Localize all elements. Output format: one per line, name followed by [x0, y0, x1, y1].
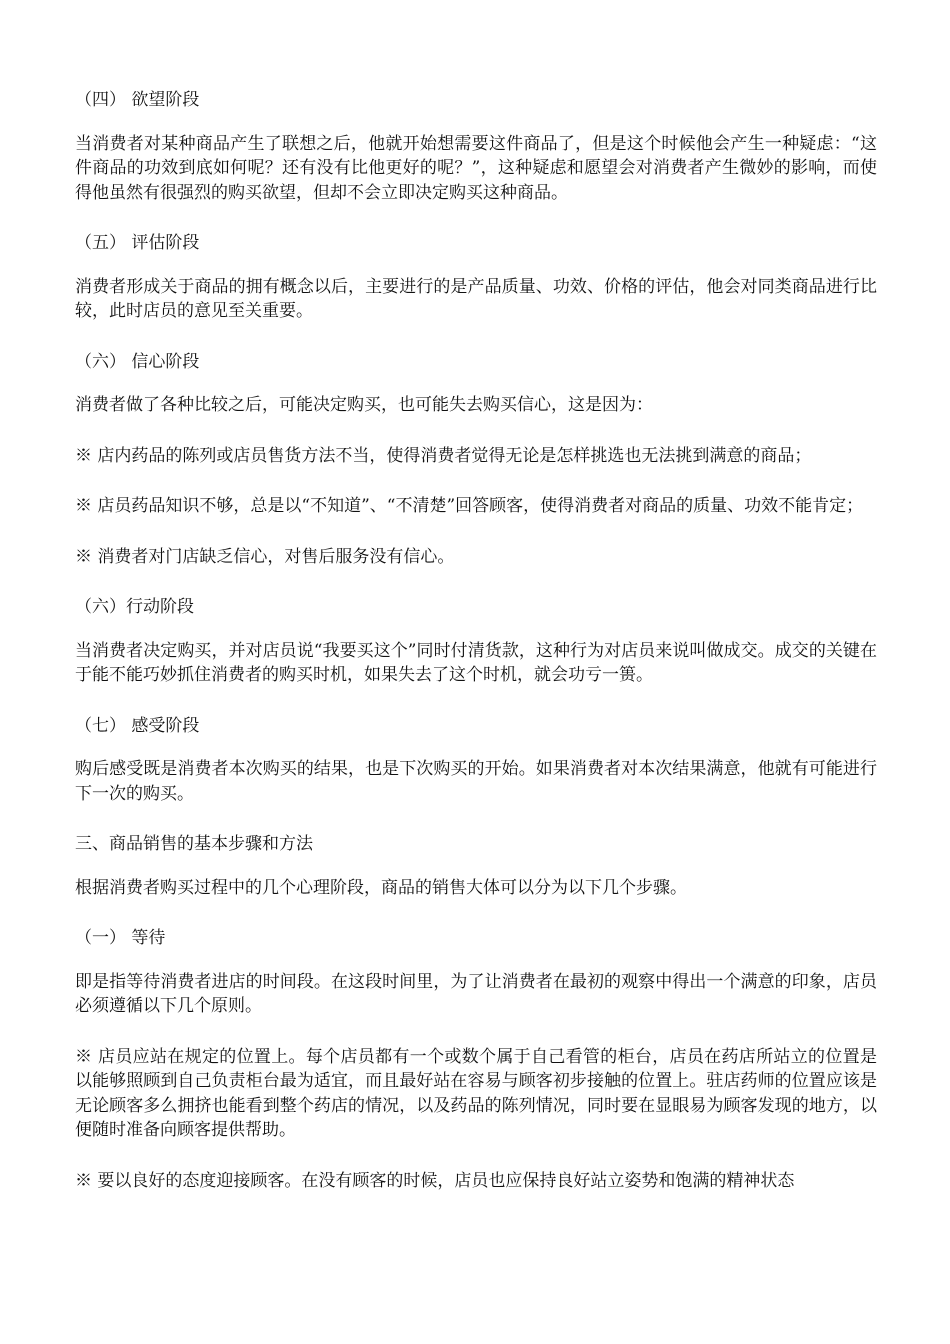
para-feeling-stage: 购后感受既是消费者本次购买的结果，也是下次购买的开始。如果消费者对本次结果满意，他就有可能进行下一次的购买。 [75, 759, 877, 804]
document-page [75, 88, 877, 1193]
para-principle-position: ※ 店员应站在规定的位置上。每个店员都有一个或数个属于自己看管的柜台，店员在药店所站立的位置是以能够照顾到自己负责柜台最为适宜，而且最好站在容易与顾客初步接触的位置上。驻店药师的位置应该是无论顾客多么拥挤也能看到整个药店的情况，以及药品的陈列情况，同时要在显眼易为顾客发现的地方，以便随时准备向顾客提供帮助。 [75, 1046, 877, 1140]
heading-waiting: （一） 等待 [75, 928, 166, 948]
para-section-three-intro: 根据消费者购买过程中的几个心理阶段，商品的销售大体可以分为以下几个步骤。 [75, 877, 687, 898]
heading-section-three: 三、商品销售的基本步骤和方法 [75, 834, 313, 854]
para-principle-attitude: ※ 要以良好的态度迎接顾客。在没有顾客的时候，店员也应保持良好站立姿势和饱满的精神状态 [75, 1170, 795, 1191]
heading-evaluation-stage: （五） 评估阶段 [75, 233, 200, 253]
para-desire-stage: 当消费者对某种商品产生了联想之后，他就开始想需要这件商品了，但是这个时候他会产生一种疑虑：“这件商品的功效到底如何呢？还有没有比他更好的呢？”，这种疑虑和愿望会对消费者产生微妙的影响，而使得他虽然有很强烈的购买欲望，但却不会立即决定购买这种商品。 [75, 133, 877, 203]
para-waiting: 即是指等待消费者进店的时间段。在这段时间里，为了让消费者在最初的观察中得出一个满意的印象，店员必须遵循以下几个原则。 [75, 971, 877, 1016]
para-action-stage: 当消费者决定购买，并对店员说“我要买这个”同时付清货款，这种行为对店员来说叫做成交。成交的关键在于能不能巧妙抓住消费者的购买时机，如果失去了这个时机，就会功亏一篑。 [75, 640, 877, 685]
heading-desire-stage: （四） 欲望阶段 [75, 90, 200, 110]
heading-action-stage: （六）行动阶段 [75, 597, 194, 617]
para-evaluation-stage: 消费者形成关于商品的拥有概念以后，主要进行的是产品质量、功效、价格的评估，他会对同类商品进行比较，此时店员的意见至关重要。 [75, 276, 877, 321]
para-reason-trust: ※ 消费者对门店缺乏信心，对售后服务没有信心。 [75, 546, 455, 567]
para-reason-knowledge: ※ 店员药品知识不够，总是以“不知道”、“不清楚”回答顾客，使得消费者对商品的质量、功效不能肯定； [75, 496, 864, 516]
para-reason-display: ※ 店内药品的陈列或店员售货方法不当，使得消费者觉得无论是怎样挑选也无法挑到满意的商品； [75, 445, 812, 466]
heading-confidence-stage: （六） 信心阶段 [75, 351, 200, 372]
para-confidence-stage: 消费者做了各种比较之后，可能决定购买，也可能失去购买信心，这是因为： [75, 395, 653, 415]
heading-feeling-stage: （七） 感受阶段 [75, 715, 200, 736]
